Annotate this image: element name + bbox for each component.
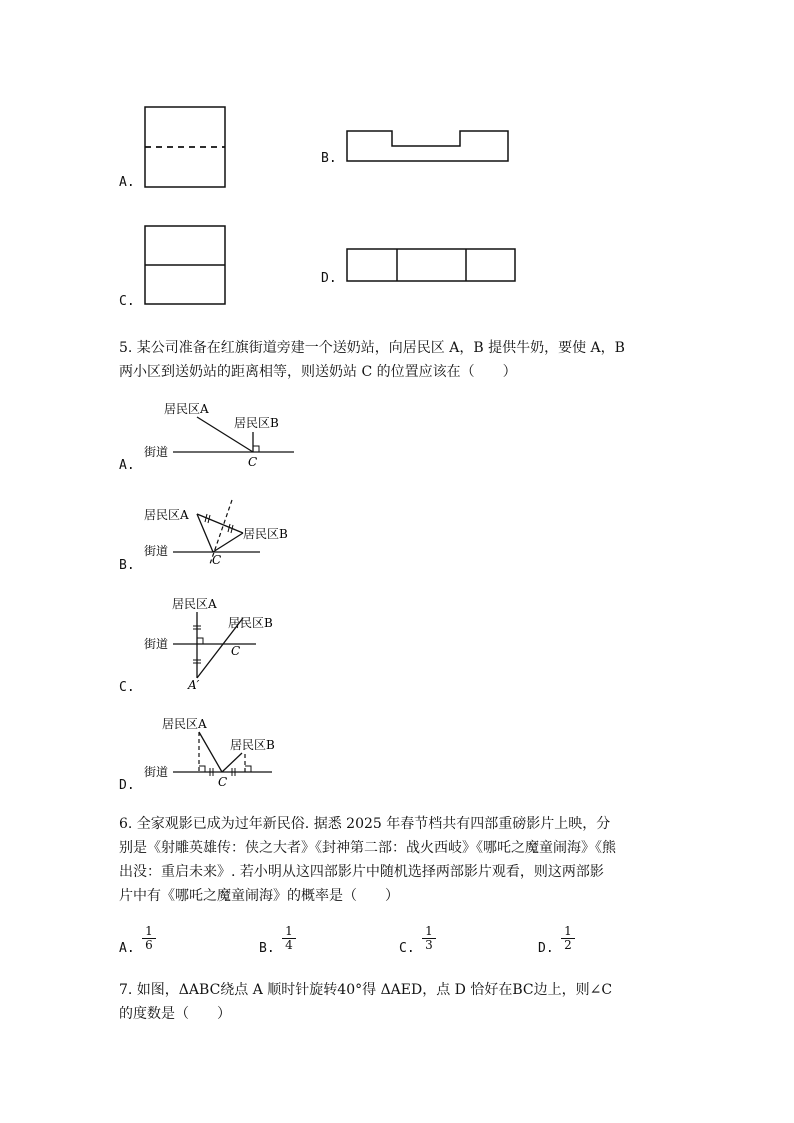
q5d-right-angle-mark-2: [245, 766, 251, 772]
q6-a-numerator: 1: [145, 924, 153, 938]
q5-text-line-2: 两小区到送奶站的距离相等，则送奶站 C 的位置应该在（ ）: [119, 364, 517, 380]
q5-option-b-figure: [140, 494, 305, 572]
q6-c-denominator: 3: [422, 938, 436, 952]
q5-option-a-label: A.: [119, 458, 135, 473]
q6-option-b-fraction: [282, 925, 296, 952]
q4-option-c-figure: [140, 221, 232, 311]
q4-b-notched-outline: [347, 131, 508, 161]
q5-option-a-figure: [140, 396, 305, 472]
q5c-label-C: C: [231, 644, 241, 658]
q5-option-d-label: D.: [119, 778, 135, 793]
q6-d-numerator: 1: [564, 924, 572, 938]
q6-option-a-fraction: [142, 925, 156, 952]
q5b-label-street: 街道: [144, 544, 169, 558]
q6-b-numerator: 1: [285, 924, 293, 938]
q5b-label-resA: 居民区A: [144, 508, 189, 522]
q5-option-c-figure: [140, 592, 305, 692]
q5d-label-C: C: [218, 775, 228, 789]
q5b-label-C: C: [212, 553, 222, 567]
q4-option-b-label: B.: [321, 151, 337, 166]
q6-text-line-4: 片中有《哪吒之魔童闹海》的概率是（ ）: [119, 888, 399, 904]
q5-option-d-figure: [140, 712, 305, 792]
q6-a-denominator: 6: [142, 938, 156, 952]
q4-option-d-label: D.: [321, 271, 337, 286]
q5a-label-C: C: [248, 455, 258, 469]
q5c-label-resB: 居民区B: [228, 616, 273, 630]
q5a-label-resB: 居民区B: [234, 416, 279, 430]
q5d-label-resA: 居民区A: [162, 717, 207, 731]
q6-text-line-2: 别是《射雕英雄传：侠之大者》《封神第二部：战火西岐》《哪吒之魔童闹海》《熊: [119, 840, 616, 856]
q5a-right-angle-mark: [253, 446, 259, 452]
q5c-right-angle-mark: [197, 638, 203, 644]
q6-text-line-1: 6. 全家观影已成为过年新民俗. 据悉 2025 年春节档共有四部重磅影片上映，分: [119, 816, 611, 832]
q5-text-line-1: 5. 某公司准备在红旗街道旁建一个送奶站，向居民区 A，B 提供牛奶，要使 A，B: [119, 340, 625, 356]
q6-option-d-label: D.: [538, 941, 554, 956]
q6-option-d-fraction: [561, 925, 575, 952]
q5d-label-street: 街道: [144, 765, 169, 779]
q5b-label-resB: 居民区B: [243, 527, 288, 541]
q7-text-line-1: 7. 如图，ΔABC绕点 A 顺时针旋转40°得 ΔAED，点 D 恰好在BC边上，则∠C: [119, 982, 613, 998]
q5c-label-street: 街道: [144, 637, 169, 651]
q4-option-d-figure: [342, 244, 522, 286]
q6-option-c-label: C.: [399, 941, 415, 956]
q4-option-b-figure: [342, 126, 514, 166]
q5-option-c-label: C.: [119, 680, 135, 695]
q4-option-a-figure: [140, 102, 232, 192]
q5a-label-street: 街道: [144, 445, 169, 459]
q4-option-c-label: C.: [119, 294, 135, 309]
q6-b-denominator: 4: [282, 938, 296, 952]
q4-option-a-label: A.: [119, 175, 135, 190]
q6-option-c-fraction: [422, 925, 436, 952]
q7-text-line-2: 的度数是（ ）: [119, 1006, 231, 1022]
q5d-label-resB: 居民区B: [230, 738, 275, 752]
q5-option-b-label: B.: [119, 558, 135, 573]
q5c-label-resA: 居民区A: [172, 597, 217, 611]
q6-c-numerator: 1: [425, 924, 433, 938]
q6-d-denominator: 2: [561, 938, 575, 952]
q6-option-a-label: A.: [119, 941, 135, 956]
q5d-right-angle-mark-1: [199, 766, 205, 772]
q5a-label-resA: 居民区A: [164, 402, 209, 416]
q6-text-line-3: 出没：重启未来》. 若小明从这四部影片中随机选择两部影片观看，则这两部影: [119, 864, 604, 880]
q4-d-rect: [347, 249, 515, 281]
q6-option-b-label: B.: [259, 941, 275, 956]
q5c-label-Aprime: A′: [188, 678, 200, 692]
